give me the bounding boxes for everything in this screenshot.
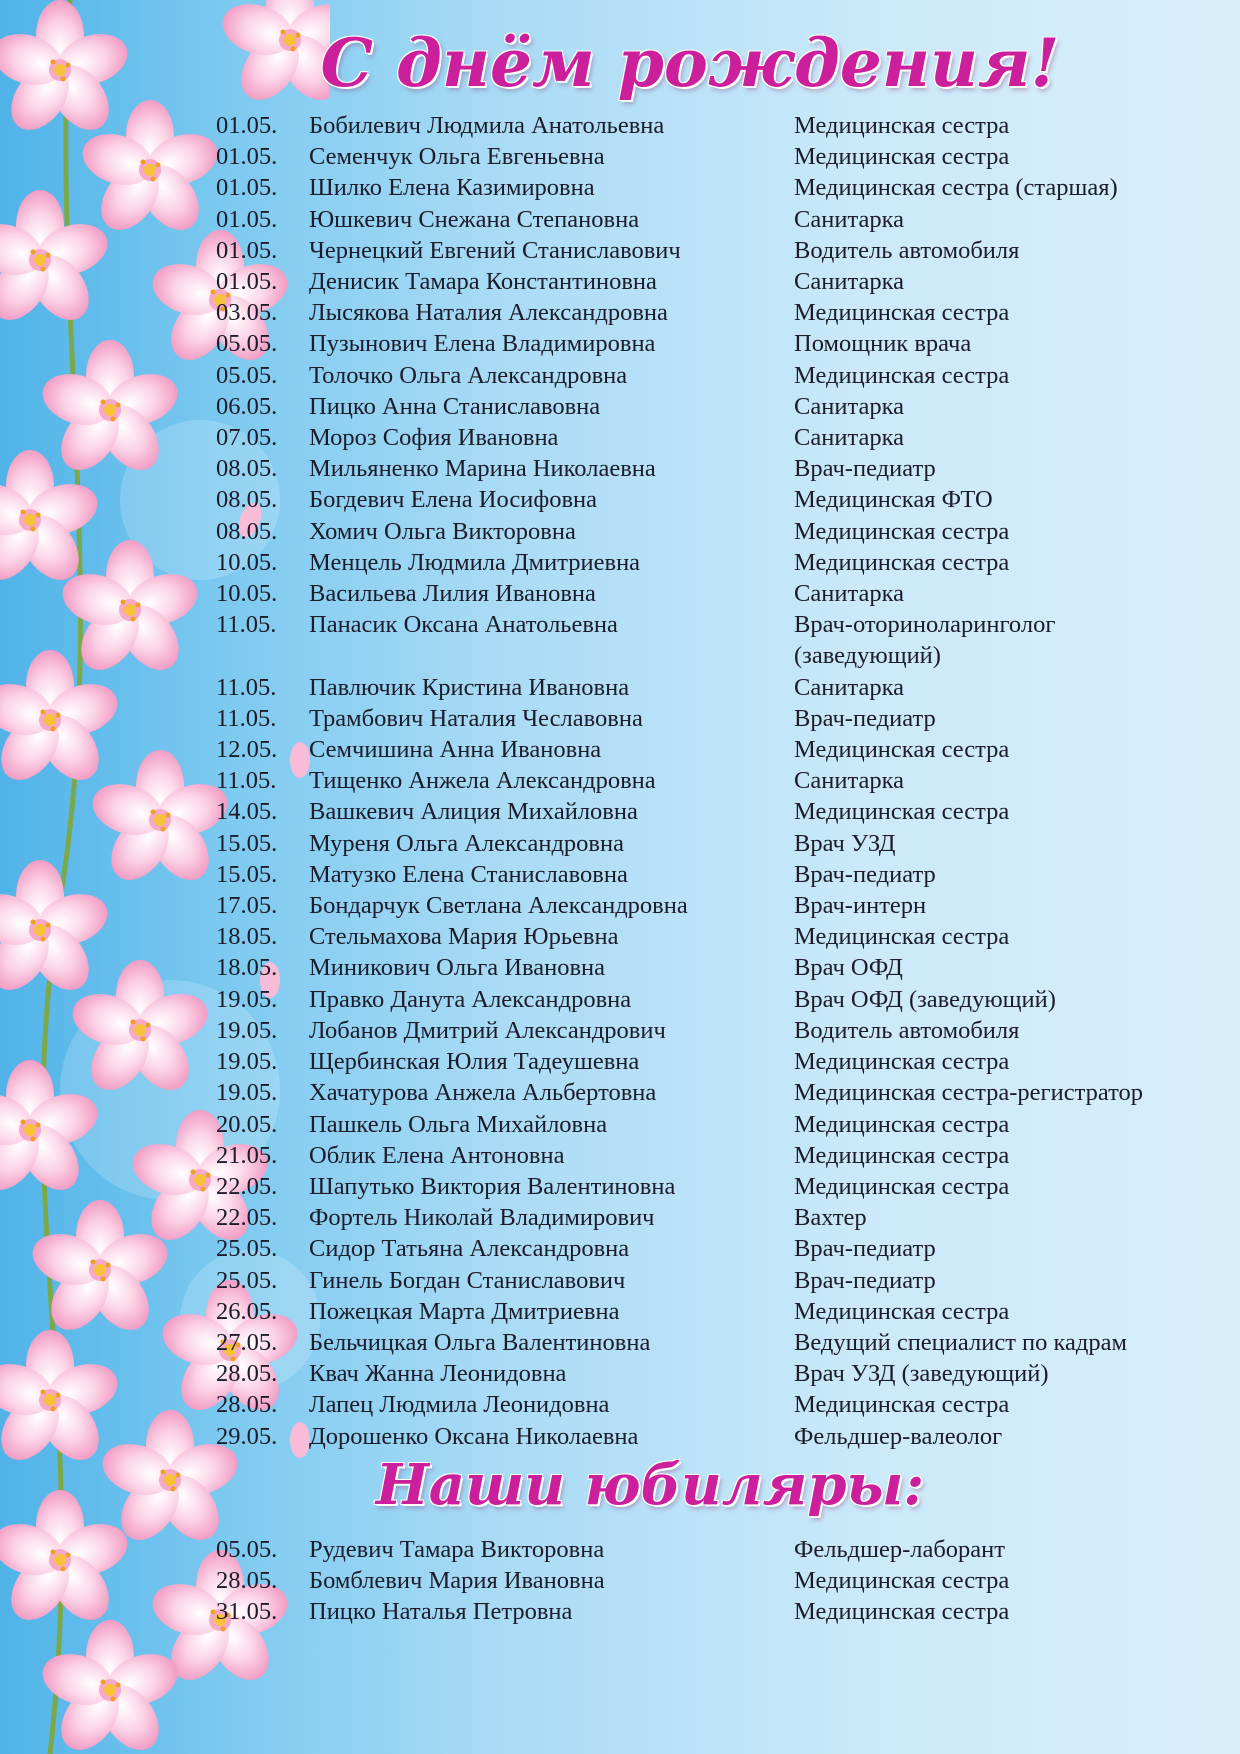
name-cell: Хачатурова Анжела Альбертовна	[309, 1079, 657, 1107]
date-cell: 28.05.	[216, 1391, 278, 1419]
name-cell: Лысякова Наталия Александровна	[309, 299, 668, 327]
date-cell: 28.05.	[216, 1567, 278, 1595]
position-cell: Санитарка	[794, 673, 904, 701]
date-cell: 15.05.	[216, 860, 278, 888]
name-cell: Щербинская Юлия Тадеушевна	[309, 1048, 640, 1076]
name-cell: Вашкевич Алиция Михайловна	[309, 798, 638, 826]
date-cell: 05.05.	[216, 361, 278, 389]
list-item	[216, 1327, 1216, 1358]
date-cell: 08.05.	[216, 486, 278, 514]
position-cell: Врач-педиатр	[794, 1266, 936, 1294]
list-item	[216, 1565, 1216, 1596]
position-cell: Водитель автомобиля	[794, 1016, 1020, 1044]
position-cell: Ведущий специалист по кадрам	[794, 1328, 1128, 1356]
list-item	[216, 1109, 1216, 1140]
list-item	[216, 328, 1216, 359]
name-cell: Толочко Ольга Александровна	[309, 361, 628, 389]
name-cell: Семчишина Анна Ивановна	[309, 736, 602, 764]
list-item	[216, 1534, 1216, 1565]
position-cell: Фельдшер-валеолог	[794, 1422, 1003, 1450]
list-item	[216, 1202, 1216, 1233]
name-cell: Облик Елена Антоновна	[309, 1141, 565, 1169]
name-cell: Фортель Николай Владимирович	[309, 1204, 655, 1232]
position-line: Врач-оториноларинголог	[794, 611, 1056, 639]
name-cell: Менцель Людмила Дмитриевна	[309, 548, 641, 576]
date-cell: 15.05.	[216, 829, 278, 857]
list-item	[216, 204, 1216, 235]
name-cell: Шапутько Виктория Валентиновна	[309, 1172, 676, 1200]
name-cell: Семенчук Ольга Евгеньевна	[309, 143, 605, 171]
position-cell: Вахтер	[794, 1204, 867, 1232]
date-cell: 22.05.	[216, 1204, 278, 1232]
position-cell: Санитарка	[794, 424, 904, 452]
list-item	[216, 1421, 1216, 1452]
list-item	[216, 828, 1216, 859]
jubilee-title: Наши юбиляры:	[375, 1452, 925, 1518]
name-cell: Пожецкая Марта Дмитриевна	[309, 1297, 620, 1325]
position-cell: Медицинская сестра	[794, 1391, 1010, 1419]
position-cell: Санитарка	[794, 268, 904, 296]
date-cell: 11.05.	[216, 611, 277, 639]
date-cell: 10.05.	[216, 580, 278, 608]
name-cell: Матузко Елена Станиславовна	[309, 860, 628, 888]
name-cell: Бомблевич Мария Ивановна	[309, 1567, 605, 1595]
list-item	[216, 1358, 1216, 1389]
date-cell: 11.05.	[216, 673, 277, 701]
name-cell: Дорошенко Оксана Николаевна	[309, 1422, 639, 1450]
position-cell: Врач-интерн	[794, 892, 927, 920]
date-cell: 19.05.	[216, 1016, 278, 1044]
name-cell: Сидор Татьяна Александровна	[309, 1235, 630, 1263]
list-item	[216, 672, 1216, 703]
list-item	[216, 110, 1216, 141]
date-cell: 03.05.	[216, 299, 278, 327]
date-cell: 17.05.	[216, 892, 278, 920]
position-cell: Врач УЗД	[794, 829, 896, 857]
list-item	[216, 547, 1216, 578]
position-cell: Медицинская сестра	[794, 1297, 1010, 1325]
name-cell: Богдевич Елена Иосифовна	[309, 486, 598, 514]
jubilee-list	[216, 1534, 1216, 1628]
name-cell: Муреня Ольга Александровна	[309, 829, 624, 857]
date-cell: 22.05.	[216, 1172, 278, 1200]
list-item	[216, 422, 1216, 453]
date-cell: 05.05.	[216, 1536, 278, 1563]
list-item	[216, 1171, 1216, 1202]
list-item	[216, 765, 1216, 796]
date-cell: 07.05.	[216, 424, 278, 452]
date-cell: 08.05.	[216, 455, 278, 483]
name-cell: Гинель Богдан Станиславович	[309, 1266, 626, 1294]
date-cell: 25.05.	[216, 1235, 278, 1263]
name-cell: Бондарчук Светлана Александровна	[309, 892, 688, 920]
name-cell: Пицко Наталья Петровна	[309, 1598, 573, 1626]
name-cell: Хомич Ольга Викторовна	[309, 517, 576, 545]
date-cell: 11.05.	[216, 767, 277, 795]
list-item	[216, 484, 1216, 515]
list-item	[216, 360, 1216, 391]
list-item	[216, 952, 1216, 983]
date-cell: 21.05.	[216, 1141, 278, 1169]
position-cell: Медицинская сестра	[794, 1141, 1010, 1169]
birthday-title: С днём рождения!	[320, 24, 1060, 102]
list-item	[216, 172, 1216, 203]
date-cell: 14.05.	[216, 798, 278, 826]
position-cell: Санитарка	[794, 205, 904, 233]
position-cell: Фельдшер-лаборант	[794, 1536, 1006, 1563]
list-item	[216, 1596, 1216, 1627]
list-item	[216, 391, 1216, 422]
position-cell: Санитарка	[794, 580, 904, 608]
position-cell: Медицинская сестра	[794, 143, 1010, 171]
position-cell: Водитель автомобиля	[794, 236, 1020, 264]
position-cell: Медицинская сестра	[794, 517, 1010, 545]
date-cell: 18.05.	[216, 954, 278, 982]
position-cell: Медицинская ФТО	[794, 486, 993, 514]
date-cell: 01.05.	[216, 143, 278, 171]
position-cell: Помощник врача	[794, 330, 972, 358]
position-cell: Медицинская сестра	[794, 1598, 1010, 1626]
list-item	[216, 578, 1216, 609]
date-cell: 05.05.	[216, 330, 278, 358]
position-cell: Медицинская сестра-регистратор	[794, 1079, 1143, 1107]
position-line: (заведующий)	[794, 642, 941, 670]
name-cell: Чернецкий Евгений Станиславович	[309, 236, 681, 264]
list-item	[216, 266, 1216, 297]
date-cell: 27.05.	[216, 1328, 278, 1356]
date-cell: 08.05.	[216, 517, 278, 545]
list-item	[216, 141, 1216, 172]
position-cell: Врач ОФД (заведующий)	[794, 985, 1056, 1013]
name-cell: Пицко Анна Станиславовна	[309, 392, 601, 420]
date-cell: 19.05.	[216, 985, 278, 1013]
date-cell: 01.05.	[216, 112, 278, 139]
list-item	[216, 1015, 1216, 1046]
date-cell: 31.05.	[216, 1598, 278, 1626]
name-cell: Правко Данута Александровна	[309, 985, 632, 1013]
position-cell: Медицинская сестра	[794, 1048, 1010, 1076]
date-cell: 25.05.	[216, 1266, 278, 1294]
date-cell: 19.05.	[216, 1048, 278, 1076]
name-cell: Рудевич Тамара Викторовна	[309, 1536, 605, 1563]
position-cell: Медицинская сестра	[794, 1110, 1010, 1138]
name-cell: Лобанов Дмитрий Александрович	[309, 1016, 666, 1044]
date-cell: 01.05.	[216, 236, 278, 264]
list-item	[216, 1077, 1216, 1108]
position-cell: Медицинская сестра	[794, 112, 1010, 139]
name-cell: Пашкель Ольга Михайловна	[309, 1110, 608, 1138]
list-item	[216, 734, 1216, 765]
name-cell: Мороз София Ивановна	[309, 424, 559, 452]
date-cell: 10.05.	[216, 548, 278, 576]
position-cell: Санитарка	[794, 767, 904, 795]
name-cell: Павлючик Кристина Ивановна	[309, 673, 630, 701]
name-cell: Тищенко Анжела Александровна	[309, 767, 656, 795]
name-cell: Васильева Лилия Ивановна	[309, 580, 596, 608]
list-item	[216, 1265, 1216, 1296]
date-cell: 11.05.	[216, 704, 277, 732]
position-cell: Медицинская сестра (старшая)	[794, 174, 1118, 202]
list-item	[216, 1389, 1216, 1420]
list-item	[216, 609, 1216, 671]
date-cell: 29.05.	[216, 1422, 278, 1450]
position-cell: Медицинская сестра	[794, 361, 1010, 389]
name-cell: Квач Жанна Леонидовна	[309, 1360, 567, 1388]
position-cell: Медицинская сестра	[794, 1172, 1010, 1200]
name-cell: Бобилевич Людмила Анатольевна	[309, 112, 665, 139]
date-cell: 20.05.	[216, 1110, 278, 1138]
position-cell: Медицинская сестра	[794, 299, 1010, 327]
name-cell: Денисик Тамара Константиновна	[309, 268, 657, 296]
date-cell: 01.05.	[216, 174, 278, 202]
name-cell: Шилко Елена Казимировна	[309, 174, 595, 202]
list-item	[216, 1046, 1216, 1077]
name-cell: Мильяненко Марина Николаевна	[309, 455, 656, 483]
date-cell: 06.05.	[216, 392, 278, 420]
position-cell: Санитарка	[794, 392, 904, 420]
name-cell: Стельмахова Мария Юрьевна	[309, 923, 619, 951]
name-cell: Бельчицкая Ольга Валентиновна	[309, 1328, 651, 1356]
name-cell: Панасик Оксана Анатольевна	[309, 611, 618, 639]
list-item	[216, 1140, 1216, 1171]
list-item	[216, 453, 1216, 484]
date-cell: 19.05.	[216, 1079, 278, 1107]
list-item	[216, 297, 1216, 328]
position-cell: Медицинская сестра	[794, 923, 1010, 951]
list-item	[216, 1233, 1216, 1264]
date-cell: 18.05.	[216, 923, 278, 951]
name-cell: Пузынович Елена Владимировна	[309, 330, 656, 358]
list-item	[216, 921, 1216, 952]
date-cell: 26.05.	[216, 1297, 278, 1325]
position-cell	[794, 609, 1216, 671]
list-item	[216, 796, 1216, 827]
name-cell: Миникович Ольга Ивановна	[309, 954, 606, 982]
name-cell: Лапец Людмила Леонидовна	[309, 1391, 610, 1419]
position-cell: Врач-педиатр	[794, 860, 936, 888]
list-item	[216, 859, 1216, 890]
list-item	[216, 516, 1216, 547]
position-cell: Врач-педиатр	[794, 1235, 936, 1263]
position-cell: Медицинская сестра	[794, 548, 1010, 576]
list-item	[216, 984, 1216, 1015]
date-cell: 01.05.	[216, 205, 278, 233]
position-cell: Врач УЗД (заведующий)	[794, 1360, 1049, 1388]
list-item	[216, 703, 1216, 734]
date-cell: 28.05.	[216, 1360, 278, 1388]
position-cell: Медицинская сестра	[794, 798, 1010, 826]
position-cell: Врач ОФД	[794, 954, 903, 982]
position-cell: Врач-педиатр	[794, 455, 936, 483]
name-cell: Юшкевич Снежана Степановна	[309, 205, 640, 233]
list-item	[216, 235, 1216, 266]
position-cell: Врач-педиатр	[794, 704, 936, 732]
birthday-list	[216, 110, 1216, 1452]
position-cell: Медицинская сестра	[794, 1567, 1010, 1595]
date-cell: 12.05.	[216, 736, 278, 764]
name-cell: Трамбович Наталия Чеславовна	[309, 704, 643, 732]
list-item	[216, 1296, 1216, 1327]
date-cell: 01.05.	[216, 268, 278, 296]
position-cell: Медицинская сестра	[794, 736, 1010, 764]
list-item	[216, 890, 1216, 921]
